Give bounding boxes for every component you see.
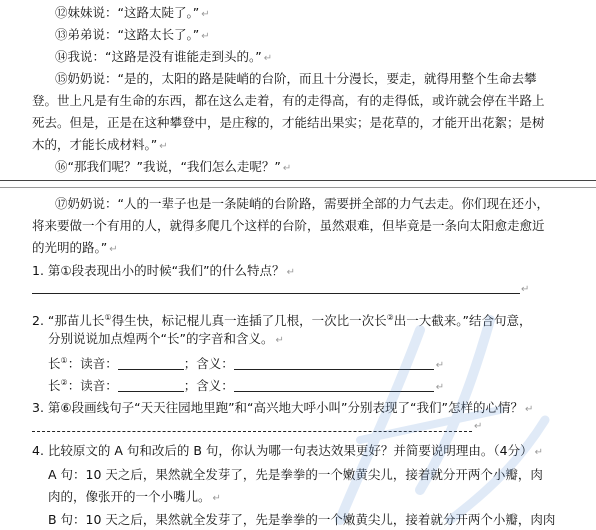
- question-1: 1. 第①段表现出小的时候“我们”的什么特点？ ↵: [32, 263, 295, 278]
- paragraph-15-line: 登。世上凡是有生命的东西，都在这么走着，有的走得高，有的走得低，或许就会停在半路上: [32, 93, 545, 108]
- paragraph-12: ⑫妹妹说：“这路太陡了。” ↵: [55, 5, 210, 20]
- paragraph-return-icon: ↵: [534, 447, 544, 458]
- paragraph-16: ⑯“那我们呢？”我说，“我们怎么走呢？” ↵: [55, 159, 292, 174]
- reading-blank-2[interactable]: [118, 379, 184, 392]
- paragraph-15-line: ⑮奶奶说：“是的，太阳的路是陡峭的台阶，而且十分漫长，要走，就得用整个生命去攀: [55, 71, 537, 86]
- paragraph-15-line: 死去。但是，正是在这种攀登中，是庄稼的，才能结出果实；是花草的，才能开出花絮；是树: [32, 115, 545, 130]
- reading-blank-1[interactable]: [118, 357, 184, 370]
- question-3: 3. 第⑥段画线句子“天天往园地里跑”和“高兴地大呼小叫”分别表现了“我们”怎样的心情？ ↵: [32, 400, 534, 415]
- paragraph-return-icon: ↵: [212, 493, 221, 504]
- paragraph-13: ⑬弟弟说：“这路太长了。” ↵: [55, 27, 210, 42]
- question-2-row-1: 长①：读音： ；含义： ↵: [48, 356, 445, 372]
- option-a-line: 肉的，像张开的一个小嘴儿。 ↵: [48, 489, 221, 504]
- paragraph-return-icon: ↵: [282, 163, 292, 174]
- paragraph-return-icon: ↵: [435, 382, 445, 394]
- paragraph-15-line: 木的，才能长成材料。” ↵: [32, 137, 168, 152]
- paragraph-return-icon: ↵: [263, 53, 273, 64]
- paragraph-return-icon: ↵: [201, 9, 210, 20]
- paragraph-return-icon: ↵: [159, 141, 168, 152]
- page-break-divider: [0, 180, 596, 188]
- meaning-blank-2[interactable]: [234, 379, 434, 392]
- question-2: 2. “那苗儿长①得生快，标记棍儿真一连插了几根，一次比一次长②出一大截来。”结合句意，: [32, 313, 532, 329]
- paragraph-return-icon: ↵: [524, 404, 534, 415]
- option-a-line: A 句：10 天之后，果然就全发芽了，先是拳拳的一个嫩黄尖儿，接着就分开两个小瓣，肉: [48, 467, 543, 482]
- paragraph-14: ⑭我说：“这路是没有谁能走到头的。” ↵: [55, 49, 273, 64]
- paragraph-return-icon: ↵: [201, 31, 210, 42]
- option-b-line: B 句：10 天之后，果然就全发芽了，先是拳拳的一个嫩黄尖儿，接着就分开两个小瓣，肉肉: [48, 512, 556, 527]
- question-2-line2: 分别说说加点煌两个“长”的字音和含义。 ↵: [48, 331, 284, 346]
- question-2-row-2: 长②：读音： ；含义： ↵: [48, 378, 445, 394]
- answer-line-q3[interactable]: [32, 431, 472, 432]
- meaning-blank-1[interactable]: [234, 357, 434, 370]
- paragraph-return-icon: ↵: [435, 360, 445, 372]
- paragraph-return-icon: ↵: [286, 267, 295, 278]
- paragraph-return-icon: ↵: [474, 421, 483, 432]
- paragraph-return-icon: ↵: [521, 284, 530, 295]
- answer-line-q1[interactable]: [32, 293, 520, 294]
- paragraph-return-icon: ↵: [109, 244, 118, 255]
- paragraph-return-icon: ↵: [275, 335, 284, 346]
- paragraph-17-line: 将来要做一个有用的人，就得多爬几个这样的台阶，虽然艰难，但毕竟是一条向太阳愈走愈近: [32, 218, 545, 233]
- paragraph-17-line: 的光明的路。” ↵: [32, 240, 118, 255]
- paragraph-17-line: ⑰奶奶说：“人的一辈子也是一条陡峭的台阶路，需要拼全部的力气去走。你们现在还小，: [55, 196, 549, 211]
- question-4: 4. 比较原文的 A 句和改后的 B 句，你认为哪一句表达效果更好？并简要说明理由。（4分） ↵: [32, 443, 544, 458]
